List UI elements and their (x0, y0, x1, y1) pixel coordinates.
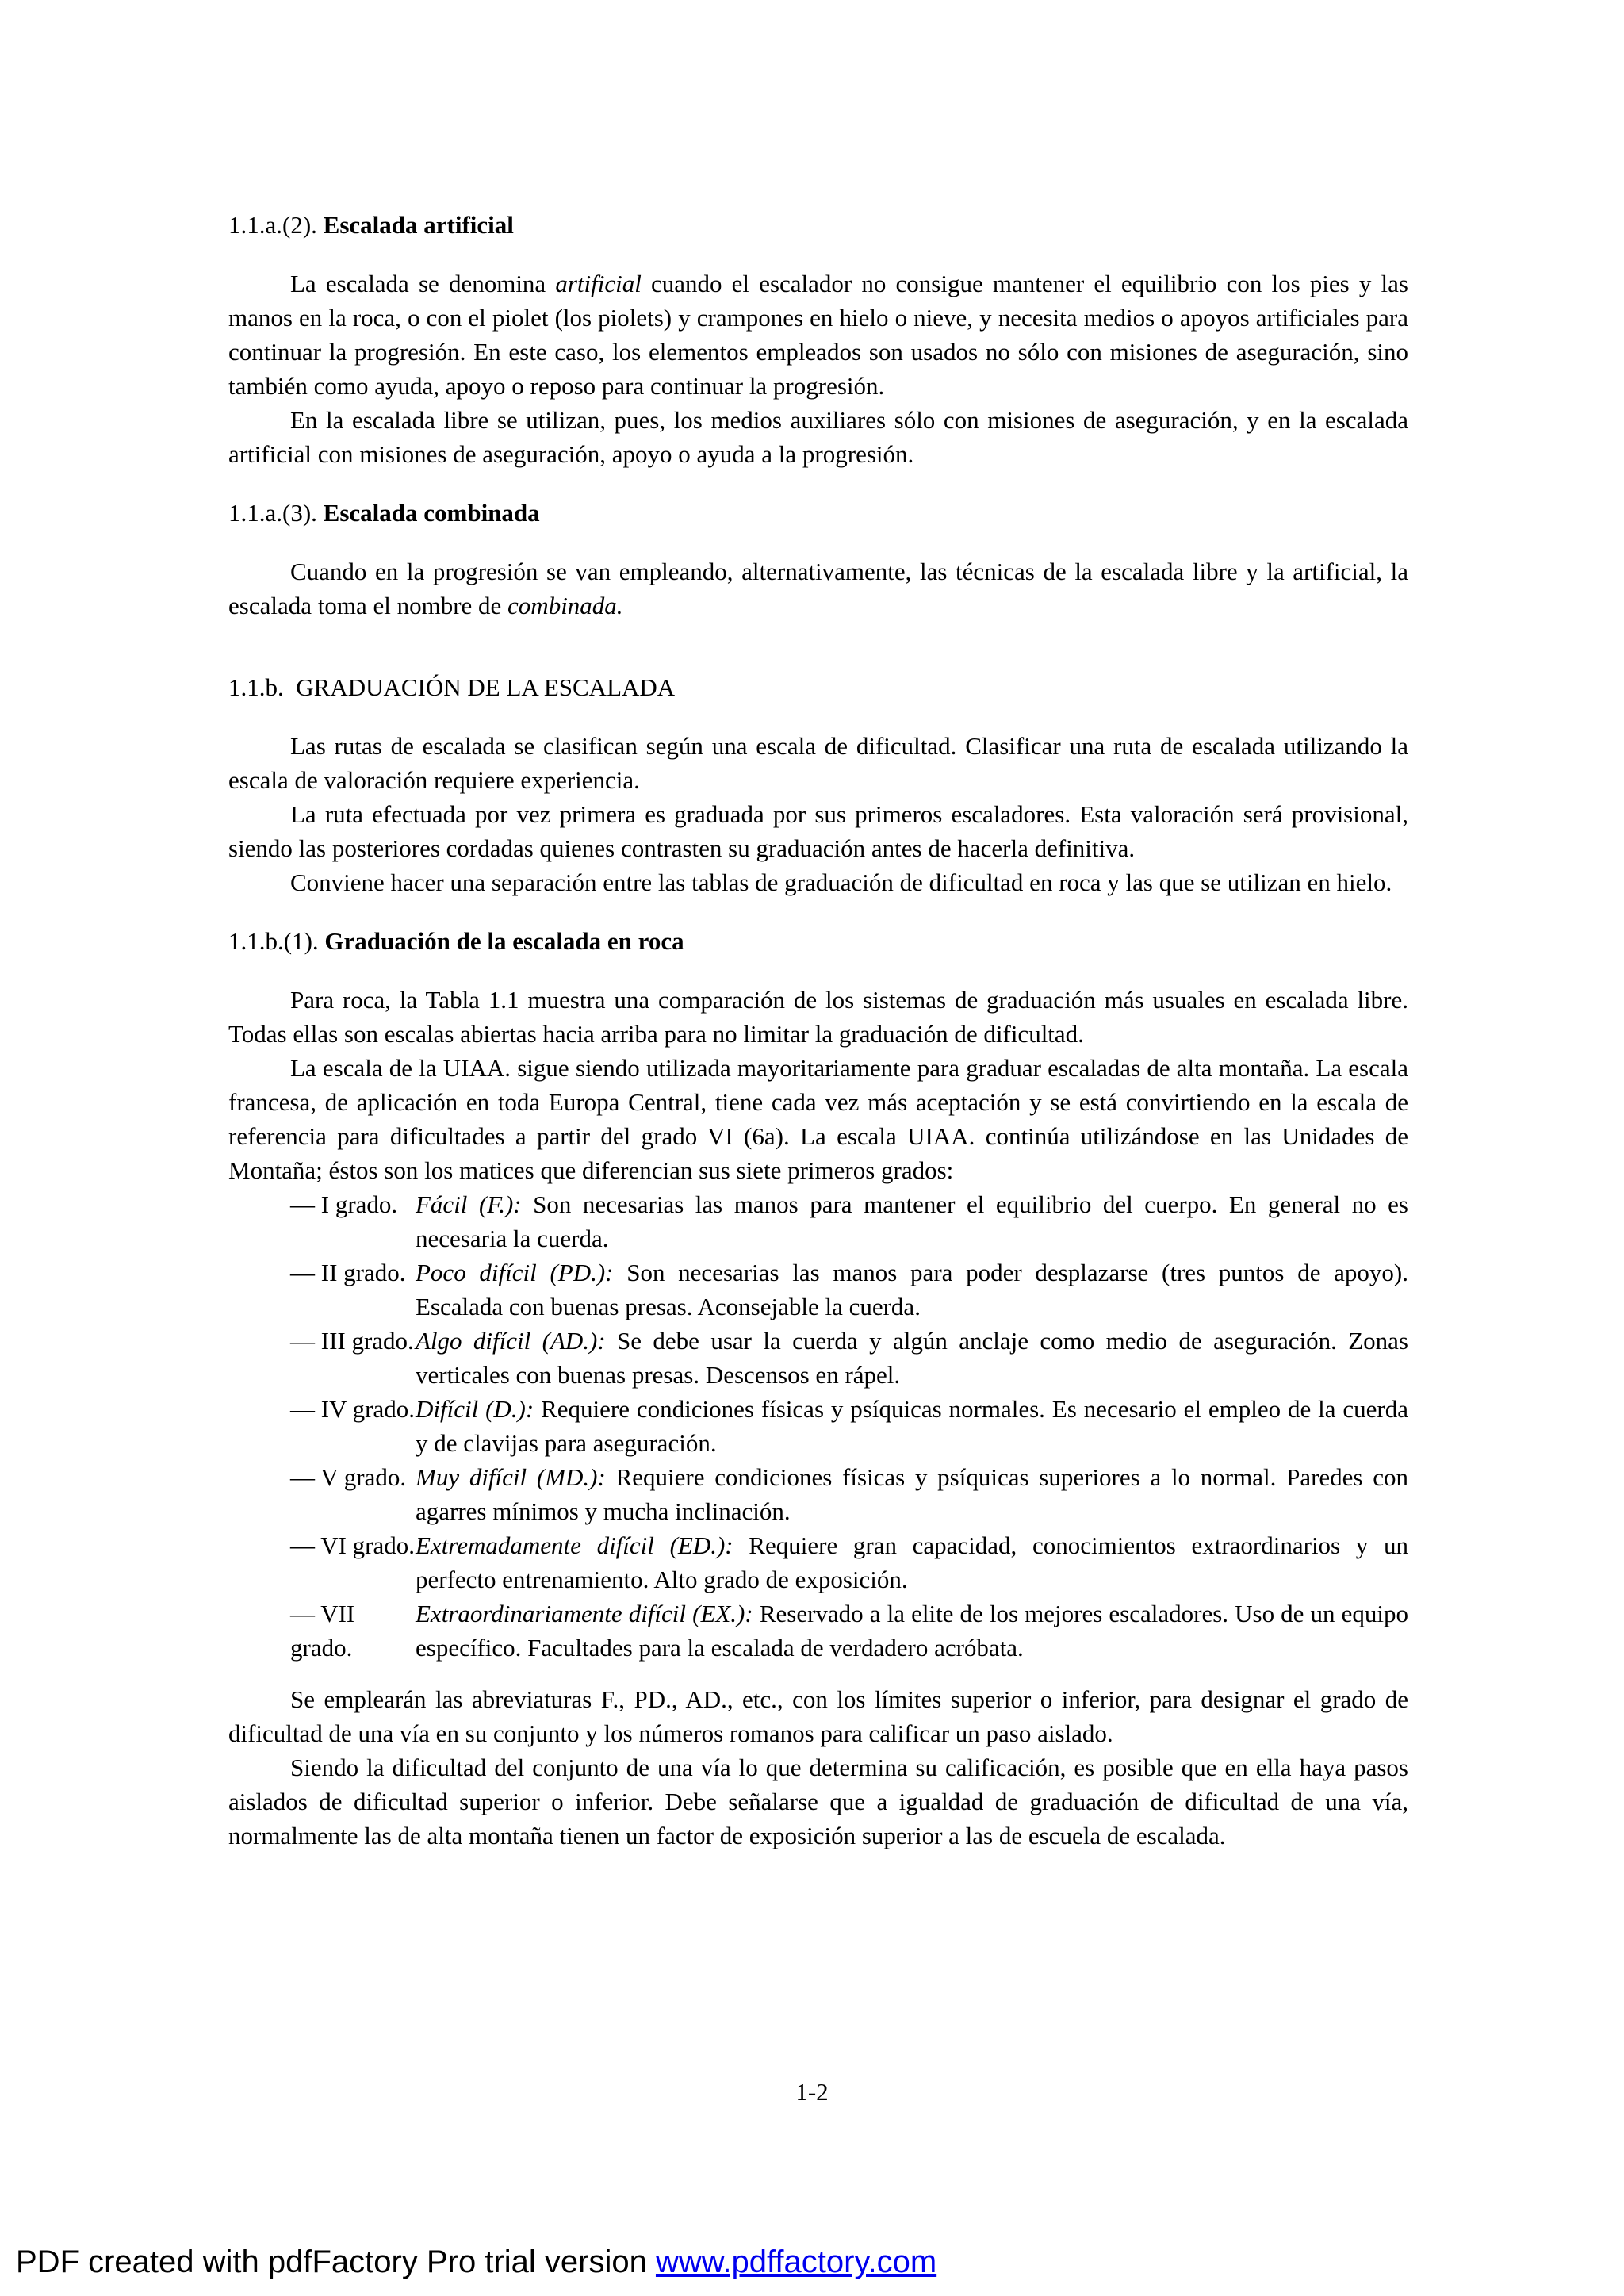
page-number: 1-2 (795, 2078, 829, 2106)
grade-description: Son necesarias las manos para poder desplazarse (tres puntos de apoyo). Escalada con buenas presas. Aconsejable la cuerda. (416, 1259, 1409, 1320)
footer-text: PDF created with pdfFactory Pro trial version (16, 2244, 656, 2279)
grade-name: Fácil (F.): (416, 1190, 522, 1218)
paragraph: La escala de la UIAA. sigue siendo utilizada mayoritariamente para graduar escaladas de alta montaña. La escala francesa, de aplicación en toda Europa Central, tiene cada vez más aceptación y se está convirtiendo en la escala de referencia para dificultades a partir del grado VI (6a). La escala UIAA. continúa utilizándose en las Unidades de Montaña; éstos son los matices que diferencian sus siete primeros grados: (228, 1054, 1408, 1184)
grade-item (228, 1528, 1408, 1596)
paragraph: Las rutas de escalada se clasifican según una escala de dificultad. Clasificar una ruta de escalada utilizando la escala de valoración requiere experiencia. (228, 732, 1408, 794)
paragraph: Conviene hacer una separación entre las tablas de graduación de dificultad en roca y las que se utilizan en hielo. (290, 868, 1392, 896)
grade-item (228, 1392, 1408, 1460)
section-heading-graduacion-roca (228, 924, 1408, 958)
grade-item (228, 1255, 1408, 1324)
grade-name: Difícil (D.): (416, 1395, 534, 1423)
footer-link[interactable]: www.pdffactory.com (655, 2244, 937, 2279)
paragraph: La escalada se denomina artificial cuando el escalador no consigue mantener el equilibrio con los pies y las manos en la roca, o con el piolet (los piolets) y crampones en hielo o nieve, y necesita medios o apoyos artificiales para continuar la progresión. En este caso, los elementos empleados son usados no sólo con misiones de aseguración, sino también como ayuda, apoyo o reposo para continuar la progresión. (228, 270, 1408, 400)
grade-name: Extremadamente difícil (ED.): (416, 1531, 733, 1559)
emphasis-term: combinada. (508, 592, 623, 619)
grade-label: — V grado. (290, 1463, 407, 1491)
section-number: 1.1.a.(2). (228, 211, 317, 239)
section-number: 1.1.a.(3). (228, 499, 317, 527)
section-title: Escalada artificial (323, 211, 514, 239)
document-page (228, 208, 1408, 1853)
grade-name: Muy difícil (MD.): (416, 1463, 606, 1491)
section-title: Escalada combinada (323, 499, 540, 527)
section-heading-escalada-artificial (228, 208, 1408, 242)
grade-label: — VII grado. (290, 1600, 355, 1662)
grade-name: Poco difícil (PD.): (416, 1259, 614, 1286)
paragraph: Se emplearán las abreviaturas F., PD., AD., etc., con los límites superior o inferior, para designar el grado de dificultad de una vía en su conjunto y los números romanos para calificar un paso aislado. (228, 1685, 1408, 1747)
grade-description: Requiere condiciones físicas y psíquicas superiores a lo normal. Paredes con agarres mínimos y mucha inclinación. (416, 1463, 1408, 1525)
grade-label: — I grado. (290, 1190, 398, 1218)
section-title: Graduación de la escalada en roca (324, 927, 684, 955)
grade-list (228, 1187, 1408, 1665)
paragraph: La ruta efectuada por vez primera es graduada por sus primeros escaladores. Esta valoración será provisional, siendo las posteriores cordadas quienes contrasten su graduación antes de hacerla definitiva. (228, 800, 1408, 862)
paragraph: En la escalada libre se utilizan, pues, los medios auxiliares sólo con misiones de aseguración, y en la escalada artificial con misiones de aseguración, apoyo o ayuda a la progresión. (228, 406, 1408, 468)
grade-description: Requiere condiciones físicas y psíquicas normales. Es necesario el empleo de la cuerda y de clavijas para aseguración. (416, 1395, 1408, 1457)
section-heading-escalada-combinada (228, 496, 1408, 530)
grade-item (228, 1324, 1408, 1392)
section-number: 1.1.b.(1). (228, 927, 319, 955)
emphasis-term: artificial (555, 270, 642, 297)
grade-label: — II grado. (290, 1259, 406, 1286)
grade-item (228, 1596, 1408, 1665)
grade-name: Algo difícil (AD.): (416, 1327, 606, 1355)
paragraph: Siendo la dificultad del conjunto de una vía lo que determina su calificación, es posible que en ella haya pasos aislados de dificultad superior o inferior. Debe señalarse que a igualdad de graduación de dificultad de una vía, normalmente las de alta montaña tienen un factor de exposición superior a las de escuela de escalada. (228, 1754, 1408, 1849)
grade-name: Extraordinariamente difícil (EX.): (416, 1600, 753, 1627)
grade-item (228, 1187, 1408, 1255)
grade-label: — IV grado. (290, 1395, 415, 1423)
grade-item (228, 1460, 1408, 1528)
section-heading-graduacion: 1.1.b. GRADUACIÓN DE LA ESCALADA (228, 673, 676, 701)
grade-description: Requiere gran capacidad, conocimientos extraordinarios y un perfecto entrenamiento. Alto grado de exposición. (416, 1531, 1408, 1593)
pdf-footer (16, 2244, 936, 2280)
grade-label: — VI grado. (290, 1531, 415, 1559)
paragraph: Para roca, la Tabla 1.1 muestra una comparación de los sistemas de graduación más usuales en escalada libre. Todas ellas son escalas abiertas hacia arriba para no limitar la graduación de dificultad. (228, 986, 1408, 1048)
grade-description: Reservado a la elite de los mejores escaladores. Uso de un equipo específico. Facultades para la escalada de verdadero acróbata. (416, 1600, 1409, 1662)
grade-label: — III grado. (290, 1327, 414, 1355)
grade-description: Se debe usar la cuerda y algún anclaje como medio de aseguración. Zonas verticales con buenas presas. Descensos en rápel. (416, 1327, 1408, 1389)
grade-description: Son necesarias las manos para mantener el equilibrio del cuerpo. En general no es necesaria la cuerda. (416, 1190, 1408, 1252)
paragraph: Cuando en la progresión se van empleando, alternativamente, las técnicas de la escalada libre y la artificial, la escalada toma el nombre de combinada. (228, 558, 1408, 619)
